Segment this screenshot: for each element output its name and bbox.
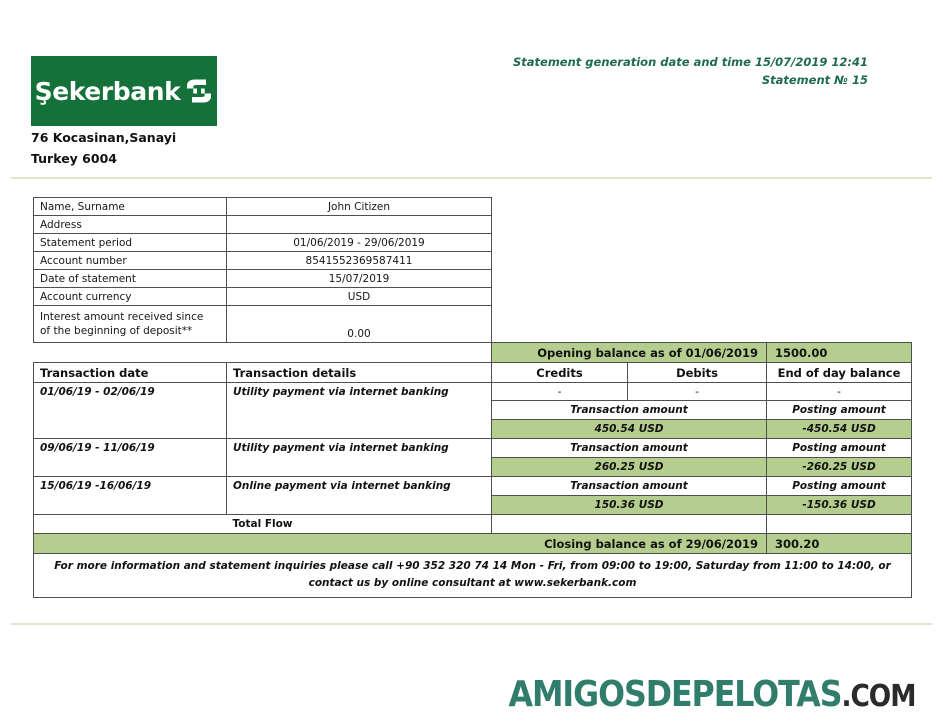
column-header-transaction-date: Transaction date — [34, 363, 227, 383]
transaction-amount-label-1: Transaction amount — [492, 401, 767, 420]
closing-balance-value: 300.20 — [767, 534, 912, 554]
footer-note-line-2: contact us by online consultant at www.sekerbank.com — [308, 576, 637, 589]
statement-sheet — [33, 197, 911, 598]
opening-balance-row — [34, 343, 912, 363]
info-value-date-of-statement: 15/07/2019 — [227, 270, 492, 288]
table-row — [34, 234, 492, 252]
closing-balance-label: Closing balance as of 29/06/2019 — [34, 534, 767, 554]
statement-header — [0, 0, 943, 166]
transaction-details-3: Online payment via internet banking — [227, 477, 492, 515]
column-header-end-of-day-balance: End of day balance — [767, 363, 912, 383]
info-label-date-of-statement: Date of statement — [34, 270, 227, 288]
posting-amount-label-1: Posting amount — [767, 401, 912, 420]
transaction-date-2: 09/06/19 - 11/06/19 — [34, 439, 227, 477]
transaction-amount-value-2: 260.25 USD — [492, 458, 767, 477]
divider-bottom — [11, 623, 932, 625]
info-label-statement-period: Statement period — [34, 234, 227, 252]
footer-note-line-1: For more information and statement inquiries please call +90 352 320 74 14 Mon - Fri, from 09:00 to 19:00, Saturday from 11:00 to 14:00, or — [54, 560, 891, 572]
transaction-date-3: 15/06/19 -16/06/19 — [34, 477, 227, 515]
column-header-debits: Debits — [628, 363, 767, 383]
transaction-amount-value-1: 450.54 USD — [492, 420, 767, 439]
table-row — [34, 198, 492, 216]
info-value-name: John Citizen — [227, 198, 492, 216]
statement-meta — [513, 54, 868, 90]
info-value-address — [227, 216, 492, 234]
divider-top — [11, 177, 932, 179]
table-row — [34, 383, 912, 401]
footer-note — [34, 554, 912, 598]
total-flow-label: Total Flow — [34, 515, 492, 534]
account-info-table — [33, 197, 492, 343]
table-row — [34, 306, 492, 343]
total-flow-row — [34, 515, 912, 534]
transaction-amount-value-3: 150.36 USD — [492, 496, 767, 515]
table-row — [34, 439, 912, 458]
transaction-amount-label-3: Transaction amount — [492, 477, 767, 496]
posting-amount-label-2: Posting amount — [767, 439, 912, 458]
posting-amount-value-2: -260.25 USD — [767, 458, 912, 477]
opening-balance-label: Opening balance as of 01/06/2019 — [492, 343, 767, 363]
transaction-details-2: Utility payment via internet banking — [227, 439, 492, 477]
column-header-credits: Credits — [492, 363, 628, 383]
closing-balance-row — [34, 534, 912, 554]
transactions-table — [33, 342, 912, 598]
info-value-interest-amount: 0.00 — [227, 306, 492, 343]
watermark-tld-text: .COM — [841, 679, 915, 714]
footer-note-row — [34, 554, 912, 598]
info-value-account-currency: USD — [227, 288, 492, 306]
total-flow-empty-credits-debits — [492, 515, 767, 534]
info-label-account-number: Account number — [34, 252, 227, 270]
table-row — [34, 252, 492, 270]
info-value-statement-period: 01/06/2019 - 29/06/2019 — [227, 234, 492, 252]
posting-amount-value-3: -150.36 USD — [767, 496, 912, 515]
sekerbank-wordmark: Şekerbank — [34, 76, 181, 106]
info-label-name: Name, Surname — [34, 198, 227, 216]
spacer-cell — [34, 343, 227, 363]
transaction-details-1: Utility payment via internet banking — [227, 383, 492, 439]
credits-dash: - — [492, 383, 628, 401]
sekerbank-logo — [31, 56, 217, 126]
table-row — [34, 216, 492, 234]
bank-address-line-1: 76 Kocasinan,Sanayi — [31, 130, 177, 145]
info-label-interest-amount — [34, 306, 227, 343]
info-value-account-number: 8541552369587411 — [227, 252, 492, 270]
end-of-day-balance-dash: - — [767, 383, 912, 401]
watermark-main-text: AMIGOSDEPELOTAS — [508, 674, 842, 715]
info-label-account-currency: Account currency — [34, 288, 227, 306]
table-row — [34, 477, 912, 496]
transactions-header-row — [34, 363, 912, 383]
transaction-amount-label-2: Transaction amount — [492, 439, 767, 458]
interest-label-line-1: Interest amount received since — [40, 310, 204, 323]
table-row — [34, 270, 492, 288]
posting-amount-value-1: -450.54 USD — [767, 420, 912, 439]
statement-generation-line: Statement generation date and time 15/07/2019 12:41 — [512, 55, 868, 69]
info-label-address: Address — [34, 216, 227, 234]
bank-address — [31, 128, 176, 169]
statement-number-line: Statement № 15 — [761, 72, 868, 87]
sekerbank-s-mark-icon — [185, 78, 213, 104]
interest-label-line-2: of the beginning of deposit** — [40, 325, 193, 337]
spacer-cell — [227, 343, 492, 363]
column-header-transaction-details: Transaction details — [227, 363, 492, 383]
table-row — [34, 288, 492, 306]
bank-address-line-2: Turkey 6004 — [31, 150, 117, 166]
debits-dash: - — [628, 383, 767, 401]
total-flow-empty-eod — [767, 515, 912, 534]
site-watermark — [508, 674, 915, 715]
opening-balance-value: 1500.00 — [767, 343, 912, 363]
posting-amount-label-3: Posting amount — [767, 477, 912, 496]
transaction-date-1: 01/06/19 - 02/06/19 — [34, 383, 227, 439]
